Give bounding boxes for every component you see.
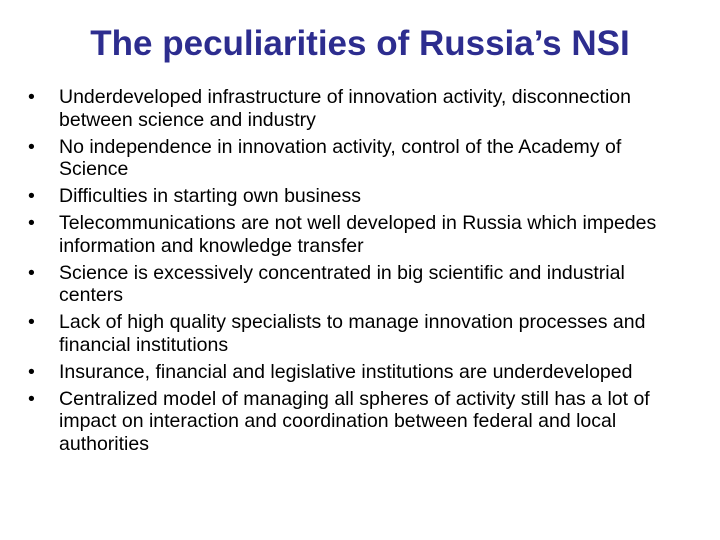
bullet-marker: •: [28, 185, 35, 208]
bullet-item-institutions: [28, 361, 693, 384]
slide-title: The peculiarities of Russia’s NSI: [90, 24, 630, 63]
bullet-text: Lack of high quality specialists to manage innovation processes and financial institutions: [59, 311, 646, 356]
bullet-item-specialists: [28, 311, 693, 357]
bullet-item-centralized-model: [28, 388, 693, 456]
bullet-text: No independence in innovation activity, control of the Academy of Science: [59, 135, 622, 181]
bullet-text: Insurance, financial and legislative institutions are underdeveloped: [59, 360, 633, 383]
bullet-marker: •: [28, 86, 35, 108]
bullet-text: Centralized model of managing all spheres of activity still has a lot of impact on interaction and coordination between federal and local authorities: [59, 387, 650, 456]
bullet-text: Telecommunications are not well developed in Russia which impedes information and knowledge transfer: [59, 211, 657, 257]
bullet-text: Underdeveloped infrastructure of innovation activity, disconnection between science and industry: [59, 86, 631, 131]
bullet-list: [28, 86, 693, 460]
bullet-item-telecommunications: [28, 212, 693, 258]
bullet-marker: •: [28, 387, 35, 410]
bullet-item-infrastructure: [28, 86, 693, 132]
bullet-marker: •: [28, 211, 35, 234]
bullet-item-science-concentration: [28, 262, 693, 308]
bullet-marker: •: [28, 311, 35, 334]
bullet-marker: •: [28, 261, 35, 284]
bullet-marker: •: [28, 135, 35, 158]
bullet-text: Science is excessively concentrated in big scientific and industrial centers: [59, 261, 625, 307]
bullet-item-independence: [28, 136, 693, 182]
bullet-item-business: [28, 185, 693, 208]
bullet-marker: •: [28, 360, 35, 383]
bullet-text: Difficulties in starting own business: [59, 185, 362, 208]
